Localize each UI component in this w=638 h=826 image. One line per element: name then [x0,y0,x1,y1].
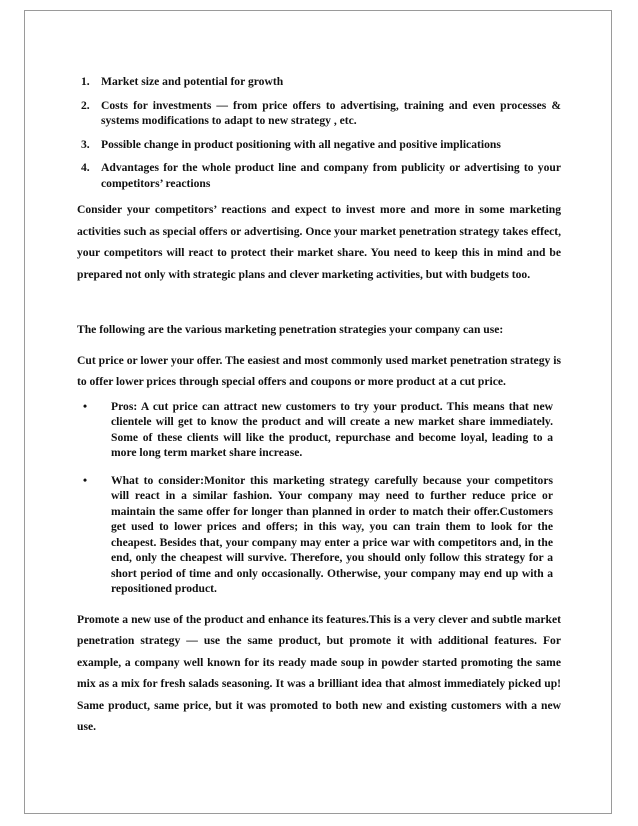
bullet-icon: • [83,399,88,413]
list-item [77,160,561,191]
paragraph-new-use: Promote a new use of the product and enhance its features.This is a very clever and subtle market penetration strategy — use the same product, but promote it with additional features. For example, a company well known for its ready made soup in powder started promoting the same mix as a mix for fresh salads seasoning. It was a brilliant idea that almost immediately picked up! Same product, same price, but it was promoted to both new and existing customers with a new use. [77,612,561,733]
list-item-text: Possible change in product positioning with all negative and positive implications [101,137,501,151]
list-item-text: Costs for investments — from price offers to advertising, training and even processes & systems modifications to adapt to new strategy , etc. [101,98,561,127]
page-content [77,74,561,738]
list-number: 1. [81,75,90,88]
list-number: 2. [81,98,90,112]
list-item-text: Market size and potential for growth [101,75,284,88]
bullet-item-pros [77,399,561,461]
list-item-text: Advantages for the whole product line and company from publicity or advertising to your competitors’ reactions [101,161,561,190]
numbered-list [77,74,561,191]
bullet-text: Pros: A cut price can attract new customers to try your product. This means that new clientele will get to know the product and will create a new market share immediately. Some of these clients will like the product, repurchase and become loyal, leading to a more long term market share increase. [111,399,553,459]
list-item [77,137,561,153]
list-item [77,74,561,90]
paragraph-competitors: Consider your competitors’ reactions and expect to invest more and more in some marketing activities such as special offers or advertising. Once your market penetration strategy takes effect, your competitors will react to protect their market share. You need to keep this in mind and be prepared not only with strategic plans and clever marketing activities, but with budgets too. [77,203,561,281]
list-item [77,98,561,129]
bullet-item-consider [77,473,561,597]
bullet-icon: • [83,473,88,487]
document-page [24,10,612,814]
bullet-text: What to consider:Monitor this marketing strategy carefully because your competitors will react in a similar fashion. Your company may need to further reduce price or maintain the same offer for longer than planned in order to match their offer.Customers get used to lower prices and offers; in this way, you can train them to look for the cheapest. Besides that, your company may enter a price war with competitors and, in the end, only the cheapest will survive. Therefore, you should only follow this strategy for a short period of time and only occasionally. Otherwise, your company may end up with a repositioned product. [111,473,553,595]
paragraph-strategies-intro: The following are the various marketing penetration strategies your company can use: [77,323,504,336]
bullet-list [77,399,561,597]
list-number: 3. [81,137,90,151]
paragraph-cut-price: Cut price or lower your offer. The easiest and most commonly used market penetration strategy is to offer lower prices through special offers and coupons or more product at a cut price. [77,353,561,388]
list-number: 4. [81,161,90,174]
